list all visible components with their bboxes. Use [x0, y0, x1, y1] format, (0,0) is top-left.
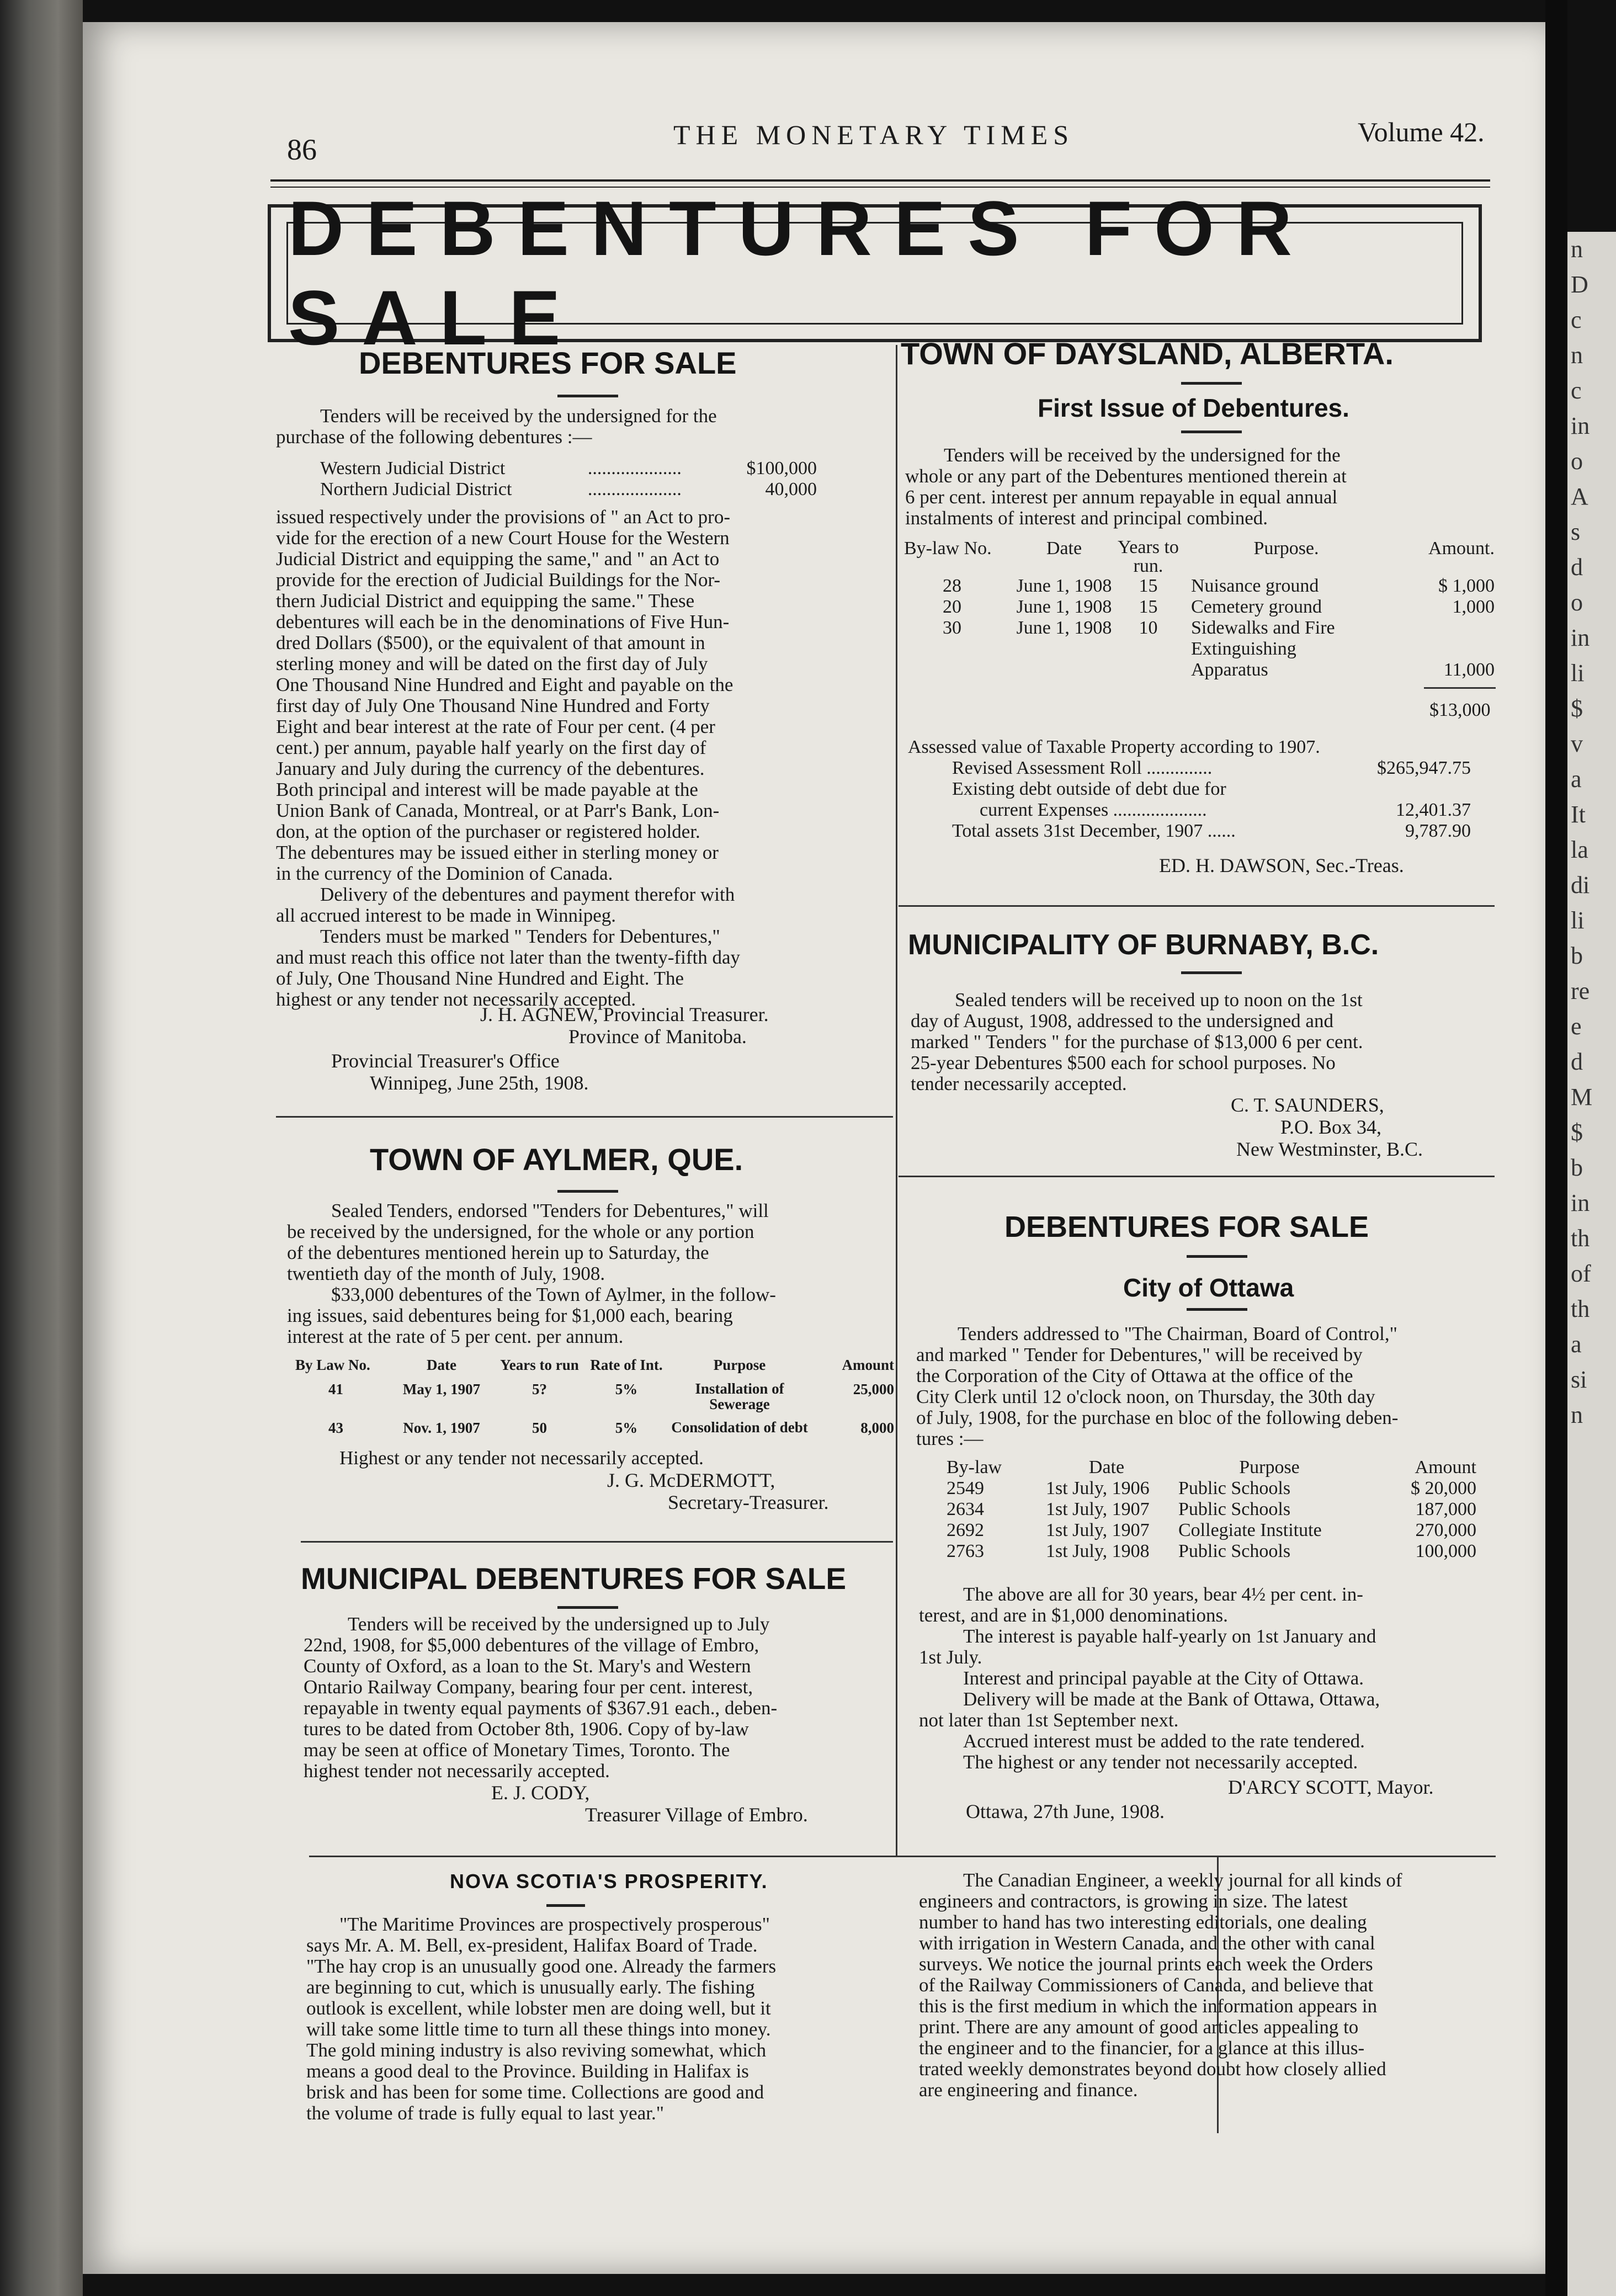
cell: 15 — [1139, 597, 1158, 617]
text-line: print. There are any amount of good articles appealing to — [919, 2016, 1359, 2038]
text-line: Delivery will be made at the Bank of Ottawa, Ottawa, — [963, 1688, 1380, 1710]
cell: 5? — [532, 1381, 547, 1397]
col-header: Purpose — [713, 1357, 766, 1373]
cell: 43 — [328, 1420, 343, 1436]
manitoba-office — [331, 1050, 589, 1094]
text-line: of July, 1908, for the purchase en bloc of the following deben- — [916, 1407, 1399, 1428]
ottawa-body — [916, 1324, 1398, 1449]
ottawa-bylaw-table — [947, 1457, 1476, 1562]
text-line: One Thousand Nine Hundred and Eight and payable on the — [276, 674, 733, 695]
table-row — [904, 597, 1495, 618]
col-header: Date — [1046, 538, 1082, 559]
manitoba-signature — [480, 1003, 769, 1048]
fragment-line: n — [1571, 1401, 1583, 1428]
fragment-line: n — [1571, 236, 1583, 263]
table-header-row — [295, 1357, 894, 1373]
cell: $ 1,000 — [1438, 576, 1495, 596]
fragment-line: b — [1571, 1154, 1583, 1181]
cell: 187,000 — [1415, 1499, 1476, 1519]
text-line: engineers and contractors, is growing in size. The latest — [919, 1890, 1348, 1912]
section-rule — [301, 1541, 893, 1543]
dotted-leader: .................... — [587, 458, 682, 479]
cell: May 1, 1907 — [402, 1381, 481, 1397]
signature-line: Secretary-Treasurer. — [668, 1491, 829, 1513]
text-line: Judicial District and equipping the same," and " an Act to — [276, 548, 720, 570]
signature-line: Province of Manitoba. — [568, 1025, 747, 1048]
cell: 10 — [1139, 618, 1158, 638]
fragment-line: d — [1571, 1048, 1583, 1075]
aylmer-heading: TOWN OF AYLMER, QUE. — [370, 1142, 743, 1177]
assessment-value — [1367, 779, 1471, 800]
table-row — [908, 779, 1471, 800]
fragment-line: v — [1571, 730, 1583, 757]
heading-dash — [1181, 382, 1242, 385]
text-line: City Clerk until 12 o'clock noon, on Thursday, the 30th day — [916, 1386, 1375, 1407]
text-line: thern Judicial District and equipping the same." These — [276, 590, 695, 612]
text-line: The interest is payable half-yearly on 1st January and — [963, 1625, 1376, 1647]
signature-line: C. T. SAUNDERS, — [1231, 1094, 1384, 1116]
fragment-line: a — [1571, 1331, 1582, 1358]
text-line: Tenders will be received by the undersigned for the — [320, 405, 717, 427]
text-line: Both principal and interest will be made payable at the — [276, 779, 698, 800]
cell: 20 — [943, 597, 961, 617]
table-row — [904, 576, 1495, 597]
manitoba-intro — [276, 406, 717, 448]
col-header: By Law No. — [295, 1357, 370, 1373]
heading-dash — [1181, 971, 1242, 974]
text-line: tures to be dated from October 8th, 1906. Copy of by-law — [304, 1718, 749, 1740]
text-line: Accrued interest must be added to the rate tendered. — [963, 1730, 1365, 1752]
text-line: cent.) per annum, payable half yearly on the first day of — [276, 737, 706, 758]
text-line: day of August, 1908, addressed to the undersigned and — [911, 1010, 1333, 1032]
text-line: Tenders addressed to "The Chairman, Board of Control," — [958, 1323, 1397, 1344]
cell: 50 — [532, 1420, 547, 1436]
assessment-label: Existing debt outside of debt due for — [952, 779, 1226, 799]
embro-signature — [491, 1782, 808, 1826]
text-line: are beginning to cut, which is unusually early. The fishing — [306, 1976, 755, 1998]
text-line: of July, One Thousand Nine Hundred and Eight. The — [276, 968, 684, 989]
table-row — [947, 1520, 1476, 1541]
text-line: County of Oxford, as a loan to the St. Mary's and Western — [304, 1655, 751, 1677]
text-line: twentieth day of the month of July, 1908. — [287, 1263, 605, 1284]
col-header: Amount — [1415, 1457, 1476, 1477]
embro-heading: MUNICIPAL DEBENTURES FOR SALE — [301, 1561, 847, 1596]
fragment-line: in — [1571, 1189, 1590, 1216]
table-row — [908, 737, 1471, 758]
table-row — [320, 458, 817, 479]
burnaby-signature — [1231, 1094, 1423, 1160]
heading-dash — [546, 1904, 585, 1907]
text-line: are engineering and finance. — [919, 2079, 1138, 2101]
table-row — [904, 618, 1495, 681]
column-divider — [896, 345, 897, 1857]
text-line: "The hay crop is an unusually good one. Already the farmers — [306, 1955, 777, 1977]
text-line: Interest and principal payable at the City of Ottawa. — [963, 1667, 1364, 1689]
book-gutter — [0, 0, 83, 2296]
col-header: Rate of Int. — [590, 1357, 663, 1373]
fragment-line: si — [1571, 1366, 1587, 1393]
heading-dash — [557, 1190, 618, 1193]
section-rule — [276, 1116, 893, 1118]
text-line: interest at the rate of 5 per cent. per annum. — [287, 1326, 624, 1347]
fragment-line: $ — [1571, 695, 1583, 722]
col-header: By-law No. — [904, 538, 992, 559]
ottawa-signature: D'ARCY SCOTT, Mayor. — [1228, 1776, 1434, 1798]
fragment-line: in — [1571, 412, 1590, 439]
text-line: all accrued interest to be made in Winnipeg. — [276, 905, 616, 926]
text-line: 22nd, 1908, for $5,000 debentures of the village of Embro, — [304, 1634, 759, 1656]
cell: Consolidation of debt — [671, 1419, 808, 1436]
section-rule — [899, 1176, 1495, 1177]
text-line: be received by the undersigned, for the whole or any portion — [287, 1221, 754, 1242]
fragment-line: of — [1571, 1260, 1591, 1287]
cell: 2634 — [947, 1499, 984, 1519]
text-line: The Canadian Engineer, a weekly journal for all kinds of — [963, 1869, 1402, 1891]
heading-dash — [1181, 431, 1242, 433]
assessment-label: Total assets 31st December, 1907 ...... — [952, 821, 1236, 841]
fragment-line: It — [1571, 801, 1586, 828]
fragment-line: li — [1571, 907, 1585, 934]
volume-label: Volume 42. — [1358, 116, 1485, 147]
cell: 2692 — [947, 1520, 984, 1540]
cell: Public Schools — [1178, 1478, 1291, 1498]
cell: 270,000 — [1415, 1520, 1476, 1540]
daysland-body — [905, 445, 1347, 529]
cell: 1st July, 1907 — [1046, 1520, 1150, 1540]
daysland-heading: TOWN OF DAYSLAND, ALBERTA. — [901, 336, 1394, 371]
col-header: By-law — [947, 1457, 1002, 1477]
nova-scotia-body — [306, 1914, 776, 2124]
fragment-line: li — [1571, 660, 1585, 687]
text-line: brisk and has been for some time. Collections are good and — [306, 2081, 764, 2103]
col-header: Date — [427, 1357, 456, 1373]
fragment-line: di — [1571, 871, 1590, 899]
text-line: Tenders will be received by the undersigned for the — [944, 444, 1341, 466]
cell: 1,000 — [1452, 597, 1495, 617]
table-row — [295, 1381, 894, 1412]
col-header: Years to run — [500, 1357, 579, 1373]
assessment-value: 12,401.37 — [1396, 800, 1471, 820]
fragment-line: th — [1571, 1295, 1590, 1322]
text-line: Sealed tenders will be received up to noon on the 1st — [955, 989, 1363, 1011]
text-line: surveys. We notice the journal prints each week the Orders — [919, 1953, 1373, 1975]
text-line: highest tender not necessarily accepted. — [304, 1760, 610, 1782]
col-header: Purpose. — [1253, 538, 1319, 559]
text-line: may be seen at office of Monetary Times, Toronto. The — [304, 1739, 730, 1761]
manitoba-heading: DEBENTURES FOR SALE — [359, 346, 737, 380]
signature-line: J. H. AGNEW, Provincial Treasurer. — [480, 1003, 769, 1025]
aylmer-body — [287, 1200, 776, 1347]
assessment-label: current Expenses .................... — [980, 800, 1207, 820]
text-line: will take some little time to turn all these things into money. — [306, 2018, 771, 2040]
fragment-line: b — [1571, 942, 1583, 969]
text-line: in the currency of the Dominion of Canada. — [276, 863, 613, 884]
text-line: number to hand has two interesting editorials, one dealing — [919, 1911, 1367, 1933]
fragment-line: in — [1571, 624, 1590, 651]
col-header: Amount. — [1428, 538, 1495, 559]
aylmer-signature — [607, 1469, 829, 1513]
ottawa-heading: DEBENTURES FOR SALE — [1004, 1210, 1369, 1243]
assessment-value: $265,947.75 — [1377, 758, 1471, 778]
text-line: terest, and are in $1,000 denominations. — [919, 1604, 1228, 1626]
text-line: the volume of trade is fully equal to last year." — [306, 2102, 664, 2124]
text-line: trated weekly demonstrates beyond doubt how closely allied — [919, 2058, 1386, 2080]
assessment-value — [1367, 737, 1471, 758]
col-header: Purpose — [1239, 1457, 1300, 1477]
text-line: 6 per cent. interest per annum repayable in equal annual — [905, 486, 1338, 508]
signature-line: J. G. McDERMOTT, — [607, 1469, 775, 1491]
banner-title: DEBENTURES FOR SALE — [288, 185, 1314, 361]
header-rule — [270, 179, 1490, 182]
text-line: $33,000 debentures of the Town of Aylmer, in the follow- — [331, 1284, 776, 1305]
col-header: Date — [1088, 1457, 1125, 1477]
fragment-line: e — [1571, 1013, 1582, 1040]
cell: 2549 — [947, 1478, 984, 1498]
daysland-subheading: First Issue of Debentures. — [1038, 394, 1349, 422]
fragment-line: s — [1571, 518, 1581, 545]
table-row — [947, 1541, 1476, 1562]
dotted-leader: .................... — [587, 479, 682, 499]
text-line: 25-year Debentures $500 each for school purposes. No — [911, 1052, 1336, 1073]
daysland-bylaw-table — [904, 538, 1495, 681]
signature-line: E. J. CODY, — [491, 1782, 590, 1804]
cell: 100,000 — [1415, 1541, 1476, 1561]
cell: 2763 — [947, 1541, 984, 1561]
daysland-assessment — [908, 737, 1471, 842]
table-row — [908, 800, 1471, 821]
text-line: means a good deal to the Province. Building in Halifax is — [306, 2060, 749, 2082]
text-line: 1st July. — [919, 1646, 982, 1668]
fragment-line: M — [1571, 1083, 1593, 1110]
assessment-value: 9,787.90 — [1405, 821, 1471, 841]
text-line: vide for the erection of a new Court House for the Western — [276, 527, 730, 549]
aylmer-closing: Highest or any tender not necessarily accepted. — [339, 1447, 704, 1469]
cell: Cemetery ground — [1191, 597, 1322, 617]
text-line: of the Railway Commissioners of Canada, and believe that — [919, 1974, 1374, 1996]
section-rule — [899, 905, 1495, 907]
cell: 30 — [943, 618, 961, 638]
cell: 41 — [328, 1381, 343, 1397]
fragment-line: A — [1571, 483, 1588, 510]
text-line: the Corporation of the City of Ottawa at the office of the — [916, 1365, 1353, 1386]
cell: 25,000 — [853, 1381, 894, 1397]
text-line: and marked " Tender for Debentures," will be received by — [916, 1344, 1363, 1365]
office-line: Winnipeg, June 25th, 1908. — [370, 1072, 589, 1094]
cell: 28 — [943, 576, 961, 596]
text-line: and must reach this office not later than the twenty-fifth day — [276, 947, 741, 968]
cell: Public Schools — [1178, 1541, 1291, 1561]
cell: June 1, 1908 — [1016, 618, 1112, 638]
canadian-engineer-body — [919, 1870, 1402, 2101]
text-line: The above are all for 30 years, bear 4½ per cent. in- — [963, 1583, 1363, 1605]
fragment-line: n — [1571, 342, 1583, 369]
table-row — [947, 1478, 1476, 1499]
burnaby-heading: MUNICIPALITY OF BURNABY, B.C. — [908, 929, 1379, 961]
text-line: says Mr. A. M. Bell, ex-president, Halifax Board of Trade. — [306, 1934, 758, 1956]
cell: 1st July, 1908 — [1046, 1541, 1150, 1561]
text-line: outlook is excellent, while lobster men are doing well, but it — [306, 1997, 771, 2019]
text-line: The highest or any tender not necessarily accepted. — [963, 1751, 1358, 1773]
text-line: debentures will each be in the denominations of Five Hun- — [276, 611, 730, 633]
text-line: sterling money and will be dated on the first day of July — [276, 653, 708, 674]
cell: Nuisance ground — [1191, 576, 1319, 596]
district-name: Western Judicial District — [320, 458, 506, 479]
table-header-row — [947, 1457, 1476, 1478]
text-line: issued respectively under the provisions of " an Act to pro- — [276, 506, 730, 528]
signature-line: New Westminster, B.C. — [1236, 1138, 1423, 1160]
text-line: Eight and bear interest at the rate of Four per cent. (4 per — [276, 716, 715, 737]
fragment-line: d — [1571, 554, 1583, 581]
fragment-line: re — [1571, 977, 1590, 1005]
text-line: with irrigation in Western Canada, and the other with canal — [919, 1932, 1375, 1954]
heading-dash — [557, 1606, 618, 1609]
total-rule — [1424, 687, 1496, 689]
table-row — [947, 1499, 1476, 1520]
table-row — [908, 758, 1471, 779]
text-line: Delivery of the debentures and payment therefor with — [320, 884, 735, 905]
text-line: provide for the erection of Judicial Buildings for the Nor- — [276, 569, 721, 591]
page-number: 86 — [287, 133, 317, 166]
table-row — [908, 821, 1471, 842]
text-line: dred Dollars ($500), or the equivalent of that amount in — [276, 632, 705, 653]
cell: June 1, 1908 — [1016, 597, 1112, 617]
text-line: instalments of interest and principal combined. — [905, 507, 1268, 529]
fragment-line: o — [1571, 448, 1583, 475]
heading-dash — [557, 395, 618, 397]
text-line: January and July during the currency of the debentures. — [276, 758, 705, 779]
text-line: tender necessarily accepted. — [911, 1073, 1127, 1094]
fragment-line: la — [1571, 836, 1588, 863]
table-header-row — [904, 538, 1495, 576]
text-line: this is the first medium in which the information appears in — [919, 1995, 1378, 2017]
cell: Nov. 1, 1907 — [403, 1420, 480, 1436]
manitoba-body — [276, 507, 740, 1010]
daysland-signature: ED. H. DAWSON, Sec.-Treas. — [1159, 854, 1404, 876]
burnaby-body — [911, 990, 1363, 1094]
fragment-line: D — [1571, 271, 1588, 298]
text-line: The debentures may be issued either in sterling money or — [276, 842, 719, 863]
manitoba-district-table — [320, 458, 817, 500]
text-line: purchase of the following debentures :— — [276, 426, 592, 448]
office-line: Provincial Treasurer's Office — [331, 1050, 560, 1072]
aylmer-table — [295, 1357, 894, 1436]
cell: Public Schools — [1178, 1499, 1291, 1519]
ottawa-dateline: Ottawa, 27th June, 1908. — [966, 1800, 1165, 1822]
heading-dash — [1187, 1308, 1247, 1311]
district-name: Northern Judicial District — [320, 479, 512, 499]
text-line: of the debentures mentioned herein up to Saturday, the — [287, 1242, 709, 1263]
text-line: Sealed Tenders, endorsed "Tenders for Debentures," will — [331, 1200, 769, 1221]
signature-line: Treasurer Village of Embro. — [585, 1804, 808, 1826]
cell: 1st July, 1907 — [1046, 1499, 1150, 1519]
signature-line: P.O. Box 34, — [1280, 1116, 1382, 1138]
text-line: Ontario Railway Company, bearing four per cent. interest, — [304, 1676, 753, 1698]
adjacent-page-fragment — [1567, 232, 1616, 2296]
fragment-line: o — [1571, 589, 1583, 616]
embro-body — [304, 1614, 777, 1782]
text-line: highest or any tender not necessarily accepted. — [276, 988, 636, 1010]
nova-scotia-heading: NOVA SCOTIA'S PROSPERITY. — [450, 1870, 768, 1893]
text-line: Tenders must be marked " Tenders for Debentures," — [320, 926, 720, 947]
text-line: ing issues, said debentures being for $1,000 each, bearing — [287, 1305, 733, 1326]
assessment-label: Assessed value of Taxable Property according to 1907. — [908, 737, 1320, 757]
text-line: "The Maritime Provinces are prospectively prosperous" — [339, 1914, 770, 1935]
cell: Collegiate Institute — [1178, 1520, 1322, 1540]
text-line: whole or any part of the Debentures mentioned therein at — [905, 465, 1347, 487]
text-line: Tenders will be received by the undersigned up to July — [348, 1613, 770, 1635]
cell: $ 20,000 — [1411, 1478, 1476, 1498]
cell: Sidewalks and Fire Extinguishing Apparatus — [1191, 618, 1335, 680]
page-gap — [1545, 0, 1567, 2296]
fragment-line: th — [1571, 1225, 1590, 1252]
publication-title: THE MONETARY TIMES — [673, 119, 1074, 150]
cell: 8,000 — [860, 1420, 894, 1436]
fragment-line: a — [1571, 766, 1582, 793]
col-header: Amount — [842, 1357, 894, 1373]
fragment-line: c — [1571, 377, 1582, 404]
cell: 11,000 — [1443, 660, 1495, 680]
cell: 5% — [615, 1420, 638, 1436]
text-line: The gold mining industry is also reviving somewhat, which — [306, 2039, 767, 2061]
fragment-line: c — [1571, 306, 1582, 333]
text-line: tures :— — [916, 1428, 984, 1449]
cell: 5% — [615, 1381, 638, 1397]
ottawa-subheading: City of Ottawa — [1123, 1273, 1294, 1302]
cell: 15 — [1139, 576, 1158, 596]
district-amount: 40,000 — [765, 479, 817, 499]
daysland-total: $13,000 — [1429, 700, 1491, 720]
text-line: first day of July One Thousand Nine Hundred and Forty — [276, 695, 710, 716]
district-amount: $100,000 — [746, 458, 817, 479]
cell: June 1, 1908 — [1016, 576, 1112, 596]
assessment-label: Revised Assessment Roll .............. — [952, 758, 1213, 778]
cell: Installation of Sewerage — [695, 1380, 784, 1412]
cell: 1st July, 1906 — [1046, 1478, 1150, 1498]
text-line: the engineer and to the financier, for a glance at this illus- — [919, 2037, 1365, 2059]
col-header: Years to run. — [1118, 537, 1179, 576]
ottawa-terms — [919, 1584, 1380, 1773]
text-line: don, at the option of the purchaser or registered holder. — [276, 821, 700, 842]
text-line: Union Bank of Canada, Montreal, or at Parr's Bank, Lon- — [276, 800, 720, 821]
fragment-line: $ — [1571, 1119, 1583, 1146]
text-line: repayable in twenty equal payments of $367.91 each., deben- — [304, 1697, 778, 1719]
table-row — [295, 1420, 894, 1436]
table-row — [320, 479, 817, 500]
text-line: marked " Tenders " for the purchase of $13,000 6 per cent. — [911, 1031, 1363, 1053]
heading-dash — [1187, 1255, 1247, 1258]
bottom-section-rule — [309, 1856, 1496, 1857]
text-line: not later than 1st September next. — [919, 1709, 1179, 1731]
